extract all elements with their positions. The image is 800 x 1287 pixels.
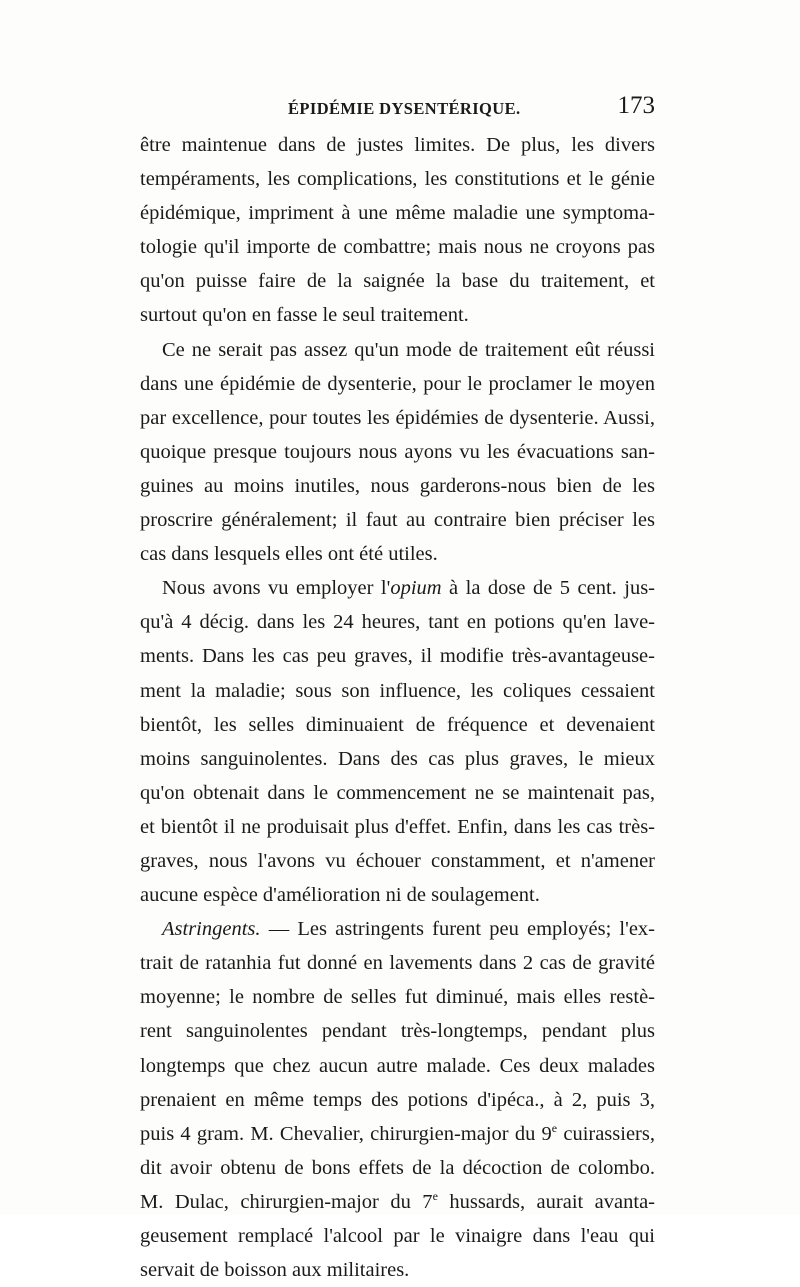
text-line: aucune espèce d'amélioration ni de soulagement. — [140, 884, 540, 907]
body-text — [140, 128, 655, 1287]
page-number: 173 — [617, 92, 655, 119]
text-line: graves, nous l'avons vu échouer constamment, et n'amener — [140, 849, 655, 872]
text-line: Ce ne serait pas assez qu'un mode de traitement eût réussi — [162, 338, 655, 361]
running-head: ÉPIDÉMIE DYSENTÉRIQUE. — [288, 99, 521, 118]
section-heading-italic: Astringents. — [162, 918, 261, 941]
text-line: moins sanguinolentes. Dans des cas plus graves, le mieux — [140, 747, 655, 770]
text-line: et bientôt il ne produisait plus d'effet. Enfin, dans les cas très- — [140, 815, 655, 838]
text-line: qu'on puisse faire de la saignée la base du traitement, et — [140, 270, 655, 293]
text-line: surtout qu'on en fasse le seul traitement. — [140, 304, 469, 327]
text-run: puis 4 gram. M. Chevalier, chirurgien-major du 9 — [140, 1122, 552, 1145]
text-line: longtemps que chez aucun autre malade. Ces deux malades — [140, 1054, 655, 1077]
text-line: qu'à 4 décig. dans les 24 heures, tant en potions qu'en lave- — [140, 611, 655, 634]
text-line — [140, 912, 655, 946]
text-line: geusement remplacé l'alcool par le vinaigre dans l'eau qui — [140, 1225, 655, 1247]
text-line: bientôt, les selles diminuaient de fréquence et devenaient — [140, 713, 655, 736]
text-line: trait de ratanhia fut donné en lavements dans 2 cas de gravité — [140, 952, 655, 975]
text-run: cuirassiers, — [557, 1122, 655, 1145]
text-run: M. Dulac, chirurgien-major du 7 — [140, 1190, 433, 1213]
text-line: rent sanguinolentes pendant très-longtemps, pendant plus — [140, 1020, 655, 1043]
text-line: proscrire généralement; il faut au contraire bien préciser les — [140, 509, 655, 532]
text-run: hussards, aurait avanta- — [437, 1190, 655, 1213]
text-run: — Les astringents furent peu employés; l'ex- — [260, 918, 655, 941]
text-line — [140, 1185, 655, 1219]
text-line: ments. Dans les cas peu graves, il modifie très-avantageuse- — [140, 645, 655, 668]
superscript: e — [432, 1189, 438, 1204]
superscript: e — [551, 1120, 558, 1135]
text-line: cas dans lesquels elles ont été utiles. — [140, 543, 438, 566]
text-line — [140, 1117, 655, 1151]
text-line: prenaient en même temps des potions d'ipéca., à 2, puis 3, — [140, 1088, 655, 1111]
text-line: dit avoir obtenu de bons effets de la décoction de colombo. — [140, 1156, 655, 1179]
text-line: tempéraments, les complications, les constitutions et le génie — [140, 168, 655, 191]
text-line: servait de boisson aux militaires. — [140, 1259, 410, 1282]
text-line: ment la maladie; sous son influence, les coliques cessaient — [140, 679, 655, 702]
text-run: Nous avons vu employer l' — [162, 577, 391, 600]
text-line: tologie qu'il importe de combattre; mais nous ne croyons pas — [140, 236, 655, 259]
text-line: par excellence, pour toutes les épidémies de dysenterie. Aussi, — [140, 406, 655, 429]
text-line: qu'on obtenait dans le commencement ne se maintenait pas, — [140, 781, 655, 804]
text-run: à la dose de 5 cent. jus- — [441, 577, 655, 600]
italic-term: opium — [390, 577, 442, 600]
text-line: quoique presque toujours nous ayons vu les évacuations san- — [140, 440, 655, 463]
text-line: dans une épidémie de dysenterie, pour le proclamer le moyen — [140, 372, 655, 395]
text-line: épidémique, impriment à une même maladie une symptoma- — [140, 202, 655, 225]
text-line: moyenne; le nombre de selles fut diminué, mais elles restè- — [140, 986, 655, 1009]
text-line: guines au moins inutiles, nous garderons-nous bien de les — [140, 474, 655, 497]
text-line — [140, 571, 655, 605]
text-line: être maintenue dans de justes limites. De plus, les divers — [140, 134, 655, 156]
page-header — [140, 92, 660, 126]
